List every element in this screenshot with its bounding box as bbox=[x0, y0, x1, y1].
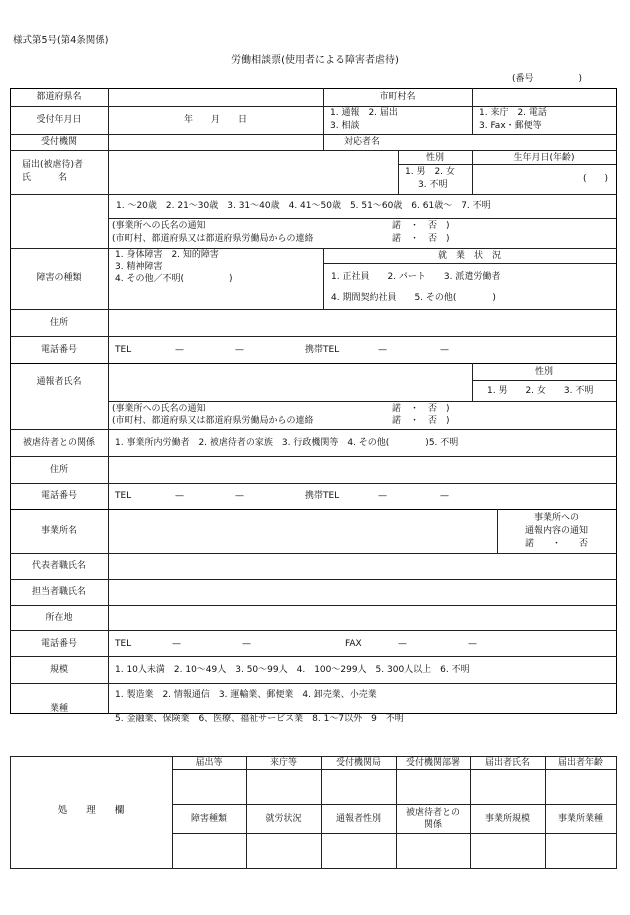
proc-cell-6[interactable] bbox=[546, 770, 615, 803]
victim-address-field[interactable] bbox=[109, 310, 615, 335]
reporter-mobile-label: 携帯TEL bbox=[305, 491, 340, 501]
industry-options-2[interactable]: 5. 金融業、保険業 6、医療、福祉サービス業 8. 1～7以外 9 不明 bbox=[115, 714, 404, 724]
industry-label: 業種 bbox=[49, 704, 68, 714]
disability-option-3[interactable]: 4. その他／不明( ) bbox=[115, 274, 233, 284]
reporter-tel-dash-1: — bbox=[175, 491, 184, 501]
business-fax-label: FAX bbox=[345, 639, 362, 649]
contact-person-field[interactable] bbox=[109, 580, 615, 604]
victim-tel-dash-1: — bbox=[175, 345, 184, 355]
business-phone-label: 電話番号 bbox=[40, 639, 77, 649]
business-name-field[interactable] bbox=[109, 510, 496, 552]
reporter-address-label: 住所 bbox=[49, 465, 68, 475]
industry-options-1[interactable]: 1. 製造業 2. 情報通信 3. 運輸業、郵便業 4. 卸売業、小売業 bbox=[115, 690, 377, 700]
business-fax-dash-2: — bbox=[468, 639, 477, 649]
victim-age-field[interactable]: ( ) bbox=[583, 174, 609, 184]
prefecture-field[interactable] bbox=[109, 89, 322, 105]
victim-mobile-label: 携帯TEL bbox=[305, 345, 340, 355]
business-tel-dash-1: — bbox=[172, 639, 181, 649]
business-tel-label: TEL bbox=[115, 639, 132, 649]
receipt-method-options-2[interactable]: 3. 相談 bbox=[330, 121, 360, 131]
municipality-label: 市町村名 bbox=[379, 92, 416, 102]
proc-cell-9[interactable] bbox=[322, 834, 395, 867]
representative-label: 代表者職氏名 bbox=[31, 561, 86, 571]
reporter-notify-label: (事業所への氏名の通知 bbox=[112, 404, 206, 414]
receipt-route-options-2[interactable]: 3. Fax・郵便等 bbox=[479, 121, 542, 131]
receiving-agency-label: 受付機関 bbox=[40, 137, 77, 147]
business-tel-dash-2: — bbox=[242, 639, 251, 649]
victim-notify-label: (事業所への氏名の通知 bbox=[112, 221, 206, 231]
reporter-address-field[interactable] bbox=[109, 457, 615, 482]
victim-mobile-dash-1: — bbox=[378, 345, 387, 355]
proc-header-3: 受付機関局 bbox=[335, 758, 381, 768]
proc-cell-8[interactable] bbox=[247, 834, 320, 867]
reporter-tel-dash-2: — bbox=[235, 491, 244, 501]
victim-birth-label: 生年月日(年齢) bbox=[513, 153, 575, 163]
proc-header-9: 通報者性別 bbox=[335, 814, 381, 824]
proc-cell-11[interactable] bbox=[471, 834, 544, 867]
business-size-label: 規模 bbox=[49, 665, 68, 675]
reporter-mobile-dash-2: — bbox=[440, 491, 449, 501]
proc-cell-3[interactable] bbox=[322, 770, 395, 803]
victim-name-field[interactable] bbox=[109, 151, 397, 193]
disability-option-2[interactable]: 3. 精神障害 bbox=[115, 262, 163, 272]
proc-cell-12[interactable] bbox=[546, 834, 615, 867]
proc-cell-2[interactable] bbox=[247, 770, 320, 803]
reporter-name-label: 通報者氏名 bbox=[36, 377, 82, 387]
contact-person-label: 担当者職氏名 bbox=[31, 587, 86, 597]
business-notify-yes-no[interactable]: 諾 ・ 否 bbox=[524, 539, 588, 549]
staff-label: 対応者名 bbox=[344, 137, 381, 147]
reporter-name-field[interactable] bbox=[109, 364, 471, 400]
disability-option-1[interactable]: 1. 身体障害 2. 知的障害 bbox=[115, 250, 219, 260]
relation-options[interactable]: 1. 事業所内労働者 2. 被虐待者の家族 3. 行政機関等 4. その他( )5. 不明 bbox=[115, 438, 459, 448]
reporter-notify-yes-no[interactable]: 諾 ・ 否 ) bbox=[392, 404, 450, 414]
victim-gender-label: 性別 bbox=[425, 153, 444, 163]
employment-option-2[interactable]: 4. 期間契約社員 5. その他( ) bbox=[331, 293, 496, 303]
proc-header-2: 来庁等 bbox=[269, 758, 297, 768]
reporter-gender-label: 性別 bbox=[534, 367, 553, 377]
reporter-mobile-dash-1: — bbox=[378, 491, 387, 501]
reporter-contact-yes-no[interactable]: 諾 ・ 否 ) bbox=[392, 416, 450, 426]
received-date-label: 受付年月日 bbox=[36, 115, 82, 125]
proc-header-7: 障害種類 bbox=[190, 814, 227, 824]
reporter-gender-options[interactable]: 1. 男 2. 女 3. 不明 bbox=[487, 386, 594, 396]
proc-header-10-line2: 関係 bbox=[423, 820, 442, 830]
proc-header-6: 届出者年齢 bbox=[557, 758, 603, 768]
reporter-phone-label: 電話番号 bbox=[40, 491, 77, 501]
business-notify-label: 事業所への bbox=[533, 513, 579, 523]
victim-age-options[interactable]: 1. ～20歳 2. 21～30歳 3. 31～40歳 4. 41～50歳 5. 51～60歳 6. 61歳～ 7. 不明 bbox=[116, 201, 491, 211]
employment-label: 就 業 状 況 bbox=[437, 251, 501, 261]
victim-phone-label: 電話番号 bbox=[40, 345, 77, 355]
receipt-route-options[interactable]: 1. 来庁 2. 電話 bbox=[479, 108, 547, 118]
number-field[interactable]: (番号 ) bbox=[512, 74, 583, 84]
victim-tel-dash-2: — bbox=[235, 345, 244, 355]
processing-label: 処 理 欄 bbox=[57, 805, 125, 816]
proc-cell-7[interactable] bbox=[173, 834, 245, 867]
receiving-agency-field[interactable] bbox=[109, 135, 322, 149]
victim-tel-label: TEL bbox=[115, 345, 132, 355]
proc-header-1: 届出等 bbox=[195, 758, 223, 768]
proc-header-5: 届出者氏名 bbox=[484, 758, 530, 768]
victim-name-label-2: 氏 名 bbox=[22, 173, 68, 183]
page-title: 労働相談票(使用者による障害者虐待) bbox=[231, 55, 399, 66]
victim-contact-label: (市町村、都道府県又は都道府県労働局からの連絡 bbox=[112, 234, 314, 244]
received-date-field[interactable]: 年 月 日 bbox=[183, 115, 247, 125]
reporter-contact-label: (市町村、都道府県又は都道府県労働局からの連絡 bbox=[112, 416, 314, 426]
victim-address-label: 住所 bbox=[49, 318, 68, 328]
disability-label: 障害の種類 bbox=[36, 273, 82, 283]
form-number: 様式第5号(第4条関係) bbox=[13, 35, 109, 46]
business-location-label: 所在地 bbox=[45, 613, 73, 623]
proc-cell-4[interactable] bbox=[397, 770, 469, 803]
victim-name-label: 届出(被虐待)者 bbox=[22, 160, 84, 170]
victim-mobile-dash-2: — bbox=[440, 345, 449, 355]
receipt-method-options[interactable]: 1. 通報 2. 届出 bbox=[330, 108, 398, 118]
business-size-options[interactable]: 1. 10人未満 2. 10～49人 3. 50～99人 4. 100～299人 5. 300人以上 6. 不明 bbox=[115, 665, 470, 675]
prefecture-label: 都道府県名 bbox=[36, 92, 82, 102]
victim-gender-options-2[interactable]: 3. 不明 bbox=[418, 180, 448, 190]
proc-header-10: 被虐待者との bbox=[405, 808, 460, 818]
representative-field[interactable] bbox=[109, 554, 615, 578]
victim-contact-yes-no[interactable]: 諾 ・ 否 ) bbox=[392, 234, 450, 244]
business-fax-dash-1: — bbox=[398, 639, 407, 649]
business-notify-label-2: 通報内容の通知 bbox=[524, 526, 588, 536]
proc-cell-10[interactable] bbox=[397, 834, 469, 867]
municipality-field[interactable] bbox=[473, 89, 615, 105]
victim-gender-options[interactable]: 1. 男 2. 女 bbox=[405, 167, 455, 177]
proc-cell-1[interactable] bbox=[173, 770, 245, 803]
proc-cell-5[interactable] bbox=[471, 770, 544, 803]
relation-label: 被虐待者との関係 bbox=[22, 438, 95, 448]
business-name-label: 事業所名 bbox=[40, 526, 77, 536]
employment-option-1[interactable]: 1. 正社員 2. パート 3. 派遣労働者 bbox=[331, 272, 501, 282]
proc-header-12: 事業所業種 bbox=[557, 814, 603, 824]
proc-header-11: 事業所規模 bbox=[484, 814, 530, 824]
proc-header-4: 受付機関部署 bbox=[405, 758, 460, 768]
proc-header-8: 就労状況 bbox=[265, 814, 302, 824]
business-location-field[interactable] bbox=[109, 606, 615, 629]
victim-notify-yes-no[interactable]: 諾 ・ 否 ) bbox=[392, 221, 450, 231]
reporter-tel-label: TEL bbox=[115, 491, 132, 501]
